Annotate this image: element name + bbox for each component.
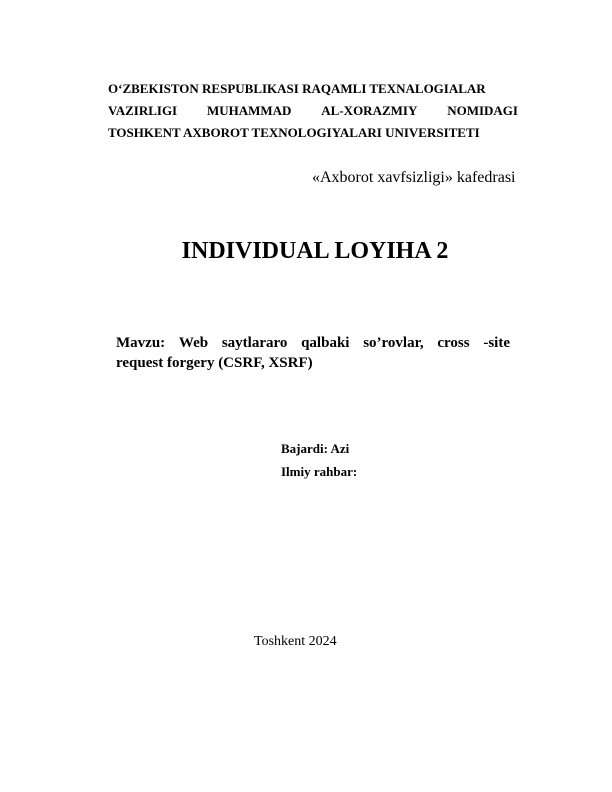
topic-word: Web	[178, 335, 209, 351]
topic-line-1	[116, 333, 510, 353]
header-word: NOMIDAGI	[447, 103, 518, 118]
supervisor: Ilmiy rahbar:	[281, 464, 358, 479]
university-header	[108, 78, 518, 144]
performed-by: Bajardi: Azi	[281, 441, 350, 456]
header-line-2	[108, 100, 518, 122]
topic-word: so’rovlar,	[363, 335, 424, 351]
topic-word: cross	[437, 335, 470, 351]
topic-line-2: request forgery (CSRF, XSRF)	[116, 355, 313, 371]
topic-word: Mavzu:	[116, 335, 166, 351]
city-year: Toshkent 2024	[254, 634, 337, 649]
topic-word: saytlararo	[221, 335, 288, 351]
header-line-3: TOSHKENT AXBOROT TEXNOLOGIYALARI UNIVERSITETI	[108, 125, 480, 140]
header-word: MUHAMMAD	[206, 103, 292, 118]
topic-block	[116, 333, 510, 373]
document-title: INDIVIDUAL LOYIHA 2	[181, 238, 449, 264]
topic-word: qalbaki	[301, 335, 350, 351]
department-name: «Axborot xavfsizligi» kafedrasi	[312, 169, 516, 186]
header-word: AL-XORAZMIY	[321, 103, 418, 118]
header-word: VAZIRLIGI	[108, 103, 178, 118]
header-line-1: O‘ZBEKISTON RESPUBLIKASI RAQAMLI TEXNALOGIALAR	[108, 81, 486, 96]
signature-block	[281, 437, 357, 483]
topic-word: -site	[483, 335, 510, 351]
